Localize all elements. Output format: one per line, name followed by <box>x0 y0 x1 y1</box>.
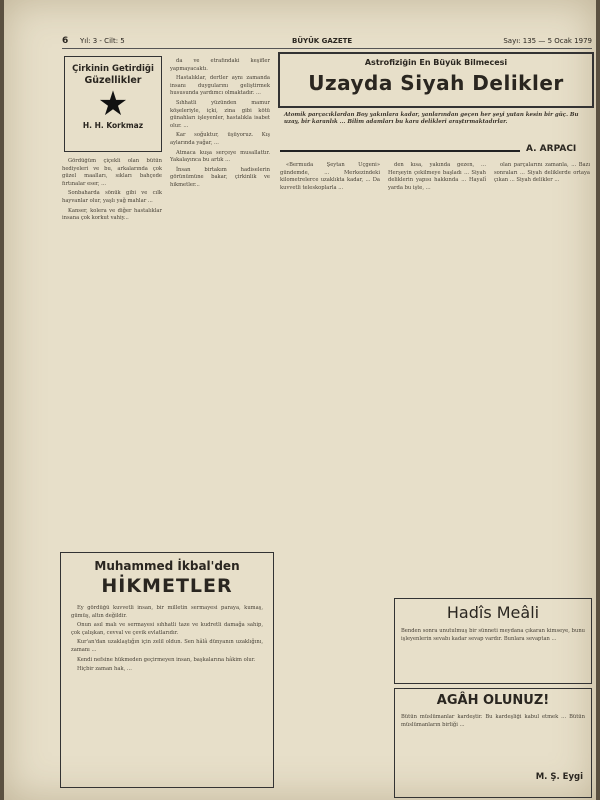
iqbal-item: Hiçbir zaman hak, ... <box>77 666 132 673</box>
astro-column-3 <box>494 162 590 592</box>
iqbal-box <box>60 552 274 788</box>
star-icon: ★ <box>97 84 129 124</box>
agah-author: M. Ş. Eygi <box>535 772 583 782</box>
middle-paragraph: Kar soğuktur, üşüyoruz. Kış aylarında yağar, ... <box>170 132 270 146</box>
agah-box <box>394 688 592 798</box>
beauty-body <box>62 158 162 550</box>
iqbal-item: Onun asıl malı ve sermayesi sıhhatli taze ve kudretli damağa sahip, çok çalışkan, cevval ve çevik evlatlarıdır. <box>71 622 263 636</box>
middle-paragraph: Atmaca kuşa serçeye musallattır. Yakalayınca bu artık ... <box>170 149 270 164</box>
astro-paragraph: «Bermuda Şeytan Üçgeni» gündemde, ... Merkezindeki kilometrelerce uzaklıkta kadar, ... Da kuvvetli teleskoplarla ... <box>280 162 380 191</box>
beauty-title-box <box>64 56 162 152</box>
middle-paragraph: İnsan birtakım hadiselerin görünümüne bakar, çirkinlik ve hikmetler... <box>170 166 270 188</box>
iqbal-item: Ey gördüğü kuvvetli insan, bir milletin sermayesi paraya, kumaş, gümüş, altın değildir. <box>71 605 263 619</box>
middle-paragraph: Hastalıklar, dertler aynı zamanda insanı duygularını geliştirmek hususunda yardımcı olmaktadır. ... <box>170 75 270 97</box>
issue-date: Sayı: 135 — 5 Ocak 1979 <box>503 37 592 45</box>
astro-title-box <box>278 52 594 108</box>
astro-title: Uzayda Siyah Delikler <box>308 71 564 95</box>
page-header <box>62 34 592 49</box>
iqbal-body <box>71 605 263 765</box>
beauty-paragraph: Sonbaharda sönük gibi ve cılk hayvanlar olur, yaşlı yağ mahlar ... <box>62 190 162 204</box>
beauty-title-line2: Güzellikler <box>84 75 142 86</box>
middle-column <box>170 58 270 546</box>
middle-paragraph: Sıhhatli yüzünden mamur köşeleriyle, içki, zina gibi kötü günahları işleyenler, hastalıkla isabet olur. ... <box>170 99 270 129</box>
astro-kicker: Astrofiziğin En Büyük Bilmecesi <box>364 58 508 67</box>
beauty-paragraph: Kanser, kolera ve diğer hastalıklar insana çok korkut vahiy... <box>62 207 162 222</box>
beauty-author: H. H. Korkmaz <box>82 121 144 130</box>
beauty-paragraph: Gördüğüm çiçekli olan bütün hediyeleri ve bu, arkalarında çok güzel maalları, sıkları bahçede fırtınalar eser, ... <box>62 158 162 187</box>
page-number: 6 <box>62 36 69 46</box>
newspaper-name: BÜYÜK GAZETE <box>292 37 353 45</box>
beauty-title-line1: Çirkinin Getirdiği <box>72 64 154 74</box>
astro-paragraph: den kısa, yakında gezen, ... Herşeyin çekilmeye başladı ... Siyah deliklerin yapısı hakkında ... Hayalî yarda bu işte, ... <box>388 162 486 191</box>
iqbal-item: Kur'an'dan uzaklaştığın için zelil oldun. Sen hâlâ dünyanın uzaklığını, zamanı ... <box>71 639 263 653</box>
astro-paragraph: olan parçalarını zamanla, ... Bazı sonraları ... Siyah deliklerde ortaya çıkan ... Siyah delikler ... <box>494 162 590 184</box>
hadis-body: Benden sonra unutulmuş bir sünneti meydana çıkaran kimseye, bunu işleyenlerin sevabı kadar sevap vardır. Bunlara sevaptan ... <box>401 628 585 642</box>
astro-lead: Atomik parçacıklardan Boy yakınlara kadar, yanlarından geçen her şeyi yutan kesin bir güç. Bu uzay, bir karanlık ... Bilim adamları bu kara delikleri araştırmaktadırlar. <box>284 112 579 126</box>
astro-author: A. ARPACI <box>526 144 577 154</box>
middle-paragraph: da ve etrafındaki keşifler yapmayacaktı. <box>170 58 270 72</box>
astro-author-rule <box>280 150 520 152</box>
agah-body: Bütün müslümanlar kardeştir. Bu kardeşliği kabul etmek ... Bütün müslümanların birliği ... <box>401 714 585 728</box>
astro-column-2 <box>388 162 486 592</box>
newspaper-page <box>4 0 596 800</box>
astro-column-1 <box>280 162 380 782</box>
hadis-title: Hadîs Meâli <box>446 603 540 622</box>
iqbal-heading-line1: Muhammed İkbal'den <box>94 559 240 573</box>
agah-title: AGÂH OLUNUZ! <box>436 693 550 708</box>
issue-info: Yıl: 3 - Cilt: 5 <box>80 37 125 45</box>
iqbal-item: Kendi nefsine hükmeden geçirmeyen insan, başkalarına hâkim olur. <box>77 656 256 663</box>
iqbal-heading-line2: HİKMETLER <box>101 575 233 597</box>
hadis-box <box>394 598 592 684</box>
